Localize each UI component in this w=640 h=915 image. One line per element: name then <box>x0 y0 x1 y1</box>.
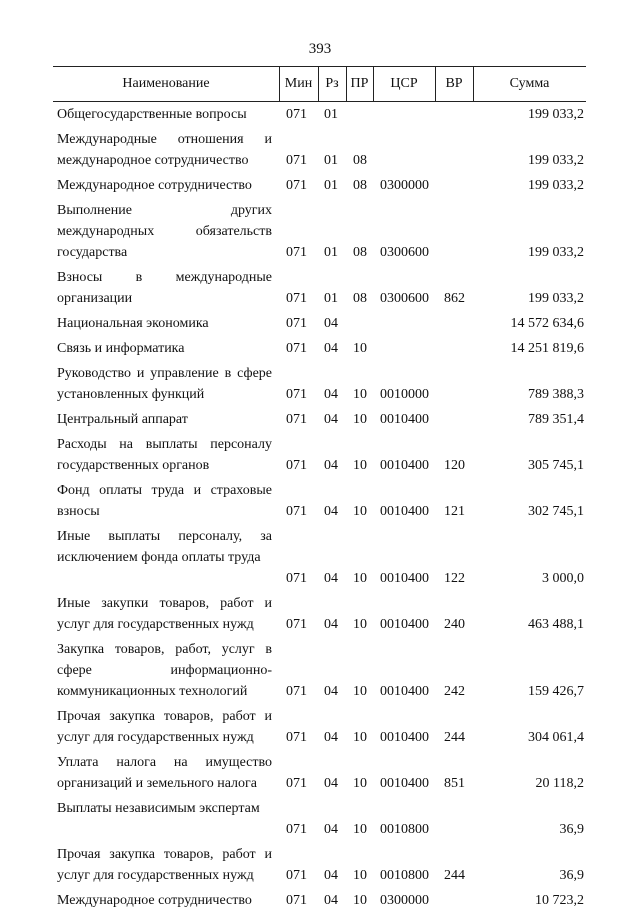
cell-rz: 04 <box>324 730 338 745</box>
row-name: Связь и информатика <box>57 341 185 356</box>
cell-rz: 04 <box>324 504 338 519</box>
cell-sum: 789 351,4 <box>528 412 584 427</box>
row-name: Национальная экономика <box>57 316 209 331</box>
cell-pr: 10 <box>353 730 367 745</box>
cell-csr: 0010400 <box>380 684 429 699</box>
header-vr: ВР <box>445 76 463 91</box>
cell-sum: 20 118,2 <box>535 776 584 791</box>
cell-rz: 04 <box>324 341 338 356</box>
cell-min: 071 <box>286 868 307 883</box>
row-name: Прочая закупка товаров, работ и услуг для государственных нужд <box>57 709 272 745</box>
cell-sum: 14 251 819,6 <box>510 341 584 356</box>
table-row <box>0 104 640 125</box>
cell-pr: 10 <box>353 412 367 427</box>
cell-min: 071 <box>286 571 307 586</box>
cell-sum: 302 745,1 <box>528 504 584 519</box>
table-row <box>0 363 640 405</box>
cell-min: 071 <box>286 684 307 699</box>
cell-csr: 0010800 <box>380 868 429 883</box>
row-name: Взносы в международные организации <box>57 270 272 306</box>
cell-csr: 0010400 <box>380 458 429 473</box>
cell-rz: 01 <box>324 107 338 122</box>
cell-csr: 0300000 <box>380 178 429 193</box>
cell-sum: 159 426,7 <box>528 684 584 699</box>
cell-sum: 199 033,2 <box>528 107 584 122</box>
cell-min: 071 <box>286 178 307 193</box>
header-min: Мин <box>284 76 313 91</box>
row-name: Центральный аппарат <box>57 412 188 427</box>
header-rz: Рз <box>325 76 339 91</box>
cell-sum: 199 033,2 <box>528 178 584 193</box>
cell-csr: 0010400 <box>380 412 429 427</box>
row-name: Иные закупки товаров, работ и услуг для государственных нужд <box>57 596 272 632</box>
cell-rz: 01 <box>324 178 338 193</box>
table-row <box>0 706 640 748</box>
cell-sum: 463 488,1 <box>528 617 584 632</box>
table-row <box>0 175 640 196</box>
table-row <box>0 526 640 589</box>
cell-csr: 0010400 <box>380 776 429 791</box>
cell-sum: 199 033,2 <box>528 153 584 168</box>
cell-sum: 14 572 634,6 <box>510 316 584 331</box>
cell-csr: 0300600 <box>380 245 429 260</box>
cell-pr: 10 <box>353 893 367 908</box>
cell-csr: 0010400 <box>380 617 429 632</box>
cell-csr: 0010400 <box>380 504 429 519</box>
cell-pr: 10 <box>353 617 367 632</box>
cell-min: 071 <box>286 316 307 331</box>
table-row <box>0 639 640 702</box>
cell-sum: 789 388,3 <box>528 387 584 402</box>
table-row <box>0 200 640 263</box>
cell-min: 071 <box>286 291 307 306</box>
cell-pr: 10 <box>353 868 367 883</box>
table-row <box>0 129 640 171</box>
cell-rz: 04 <box>324 893 338 908</box>
table-header <box>53 66 586 102</box>
table-row <box>0 267 640 309</box>
cell-sum: 199 033,2 <box>528 245 584 260</box>
cell-pr: 10 <box>353 387 367 402</box>
table-row <box>0 338 640 359</box>
cell-sum: 199 033,2 <box>528 291 584 306</box>
row-name: Иные выплаты персоналу, за исключением фонда оплаты труда <box>57 529 272 565</box>
table-row <box>0 480 640 522</box>
cell-pr: 08 <box>353 291 367 306</box>
header-name: Наименование <box>122 76 210 91</box>
cell-sum: 10 723,2 <box>535 893 584 908</box>
table-row <box>0 844 640 886</box>
row-name: Общегосударственные вопросы <box>57 107 247 122</box>
cell-csr: 0300000 <box>380 893 429 908</box>
cell-min: 071 <box>286 387 307 402</box>
cell-pr: 08 <box>353 153 367 168</box>
header-pr: ПР <box>350 76 369 91</box>
cell-sum: 304 061,4 <box>528 730 584 745</box>
cell-pr: 10 <box>353 776 367 791</box>
cell-rz: 01 <box>324 245 338 260</box>
cell-sum: 305 745,1 <box>528 458 584 473</box>
cell-vr: 240 <box>444 617 465 632</box>
page-number: 393 <box>308 41 332 57</box>
row-name: Выполнение других международных обязательств государства <box>57 203 272 260</box>
cell-pr: 10 <box>353 504 367 519</box>
cell-rz: 04 <box>324 458 338 473</box>
table-row <box>0 752 640 794</box>
row-name: Расходы на выплаты персоналу государственных органов <box>57 437 272 473</box>
cell-pr: 10 <box>353 341 367 356</box>
cell-vr: 242 <box>444 684 465 699</box>
cell-rz: 04 <box>324 684 338 699</box>
cell-pr: 10 <box>353 458 367 473</box>
cell-csr: 0010400 <box>380 730 429 745</box>
cell-vr: 244 <box>444 730 465 745</box>
row-name: Фонд оплаты труда и страховые взносы <box>57 483 272 519</box>
table-body <box>0 104 640 915</box>
cell-vr: 121 <box>444 504 465 519</box>
table-row <box>0 313 640 334</box>
row-name: Международное сотрудничество <box>57 178 252 193</box>
cell-vr: 122 <box>444 571 465 586</box>
cell-min: 071 <box>286 617 307 632</box>
cell-pr: 10 <box>353 822 367 837</box>
cell-rz: 04 <box>324 387 338 402</box>
cell-min: 071 <box>286 822 307 837</box>
cell-rz: 04 <box>324 822 338 837</box>
row-name: Выплаты независимым экспертам <box>57 801 260 816</box>
cell-pr: 10 <box>353 571 367 586</box>
table-row <box>0 798 640 840</box>
cell-csr: 0010000 <box>380 387 429 402</box>
cell-rz: 04 <box>324 776 338 791</box>
row-name: Прочая закупка товаров, работ и услуг для государственных нужд <box>57 847 272 883</box>
table-row <box>0 434 640 476</box>
cell-min: 071 <box>286 341 307 356</box>
cell-pr: 08 <box>353 178 367 193</box>
cell-min: 071 <box>286 893 307 908</box>
cell-min: 071 <box>286 153 307 168</box>
cell-vr: 862 <box>444 291 465 306</box>
table-row <box>0 890 640 911</box>
header-csr: ЦСР <box>390 76 418 91</box>
cell-min: 071 <box>286 107 307 122</box>
row-name: Международное сотрудничество <box>57 893 252 908</box>
cell-csr: 0010800 <box>380 822 429 837</box>
cell-pr: 08 <box>353 245 367 260</box>
header-sum: Сумма <box>509 76 550 91</box>
cell-rz: 04 <box>324 868 338 883</box>
row-name: Уплата налога на имущество организаций и земельного налога <box>57 755 272 791</box>
cell-vr: 851 <box>444 776 465 791</box>
table-row <box>0 593 640 635</box>
row-name: Закупка товаров, работ, услуг в сфере информационно-коммуникационных технологий <box>57 642 272 699</box>
table-row <box>0 409 640 430</box>
cell-rz: 01 <box>324 291 338 306</box>
cell-rz: 04 <box>324 617 338 632</box>
cell-min: 071 <box>286 504 307 519</box>
cell-csr: 0300600 <box>380 291 429 306</box>
cell-rz: 04 <box>324 412 338 427</box>
cell-rz: 04 <box>324 571 338 586</box>
row-name: Руководство и управление в сфере установленных функций <box>57 366 272 402</box>
cell-min: 071 <box>286 730 307 745</box>
cell-min: 071 <box>286 776 307 791</box>
cell-rz: 01 <box>324 153 338 168</box>
row-name: Международные отношения и международное сотрудничество <box>57 132 272 168</box>
cell-min: 071 <box>286 458 307 473</box>
cell-min: 071 <box>286 245 307 260</box>
cell-pr: 10 <box>353 684 367 699</box>
cell-csr: 0010400 <box>380 571 429 586</box>
cell-min: 071 <box>286 412 307 427</box>
cell-sum: 3 000,0 <box>542 571 584 586</box>
cell-sum: 36,9 <box>559 822 584 837</box>
cell-rz: 04 <box>324 316 338 331</box>
cell-sum: 36,9 <box>559 868 584 883</box>
cell-vr: 120 <box>444 458 465 473</box>
cell-vr: 244 <box>444 868 465 883</box>
